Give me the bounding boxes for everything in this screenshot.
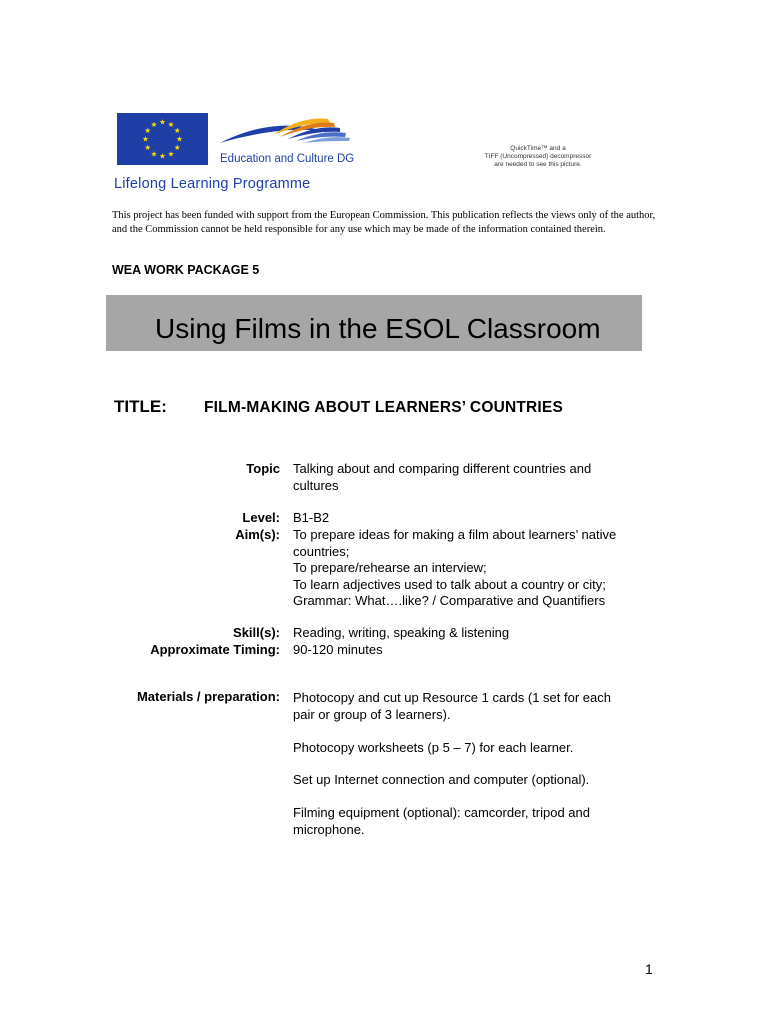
title-banner [106,295,642,351]
banner-title: Using Films in the ESOL Classroom [155,313,601,344]
materials-line: microphone. [293,821,365,837]
eu-star-icon: ★ [144,126,152,136]
materials-item-4 [293,805,653,838]
eu-star-icon: ★ [159,117,166,127]
placeholder-line: QuickTime™ and a [510,145,566,152]
placeholder-line: TIFF (Uncompressed) decompressor [484,153,592,160]
missing-image-placeholder [484,145,592,169]
aims-line: To prepare ideas for making a film about learners’ native [293,527,617,542]
eu-star-icon: ★ [142,134,149,144]
title-label: TITLE: [114,397,167,416]
eu-star-icon: ★ [150,119,158,129]
materials-line: Photocopy and cut up Resource 1 cards (1 set for each [293,690,611,705]
materials-item-3: Set up Internet connection and computer (optional). [293,772,590,787]
aims-line: countries; [293,543,350,559]
eu-star-icon: ★ [173,143,181,153]
level-label: Level: [242,510,280,525]
level-value: B1-B2 [293,510,330,525]
materials-item-1 [293,690,653,723]
topic-value [293,461,653,494]
topic-line: cultures [293,477,339,493]
aims-value [293,527,653,610]
timing-value: 90-120 minutes [293,642,383,657]
programme-logo-text: Lifelong Learning Programme [114,176,311,192]
eu-star-icon: ★ [173,126,181,136]
eu-star-icon: ★ [176,134,183,144]
materials-item-2: Photocopy worksheets (p 5 – 7) for each learner. [293,740,574,755]
eu-flag-icon [117,113,208,165]
funding-notice: This project has been funded with support from the European Commission. This publication reflects the views only of the author, and the Commission cannot be held responsible for any use which may be made of the information contained therein. [112,210,656,235]
aims-label: Aim(s): [235,527,280,542]
aims-line: To prepare/rehearse an interview; [293,560,487,575]
aims-line: To learn adjectives used to talk about a country or city; [293,576,606,592]
eu-star-icon: ★ [167,119,175,129]
timing-label: Approximate Timing: [150,642,280,657]
page-number: 1 [645,961,653,977]
topic-line: Talking about and comparing different countries and [293,461,592,476]
aims-line: Grammar: What….like? / Comparative and Quantifiers [293,593,606,608]
eu-star-icon: ★ [167,149,175,159]
materials-line: Filming equipment (optional): camcorder, tripod and [293,805,590,820]
eu-star-icon: ★ [159,151,166,161]
eu-programme-logo [112,111,370,196]
placeholder-line: are needed to see this picture. [494,161,582,168]
materials-label: Materials / preparation: [136,689,280,704]
skills-label: Skill(s): [233,625,280,640]
skills-value: Reading, writing, speaking & listening [293,625,510,640]
eu-star-icon: ★ [150,149,158,159]
education-culture-swoosh-icon [218,113,368,158]
dg-logo-text: Education and Culture DG [220,153,355,165]
materials-line: pair or group of 3 learners). [293,706,451,722]
lesson-title: FILM-MAKING ABOUT LEARNERS’ COUNTRIES [204,399,564,416]
eu-star-icon: ★ [144,143,152,153]
work-package-heading: WEA WORK PACKAGE 5 [112,263,260,277]
topic-label: Topic [246,461,280,476]
